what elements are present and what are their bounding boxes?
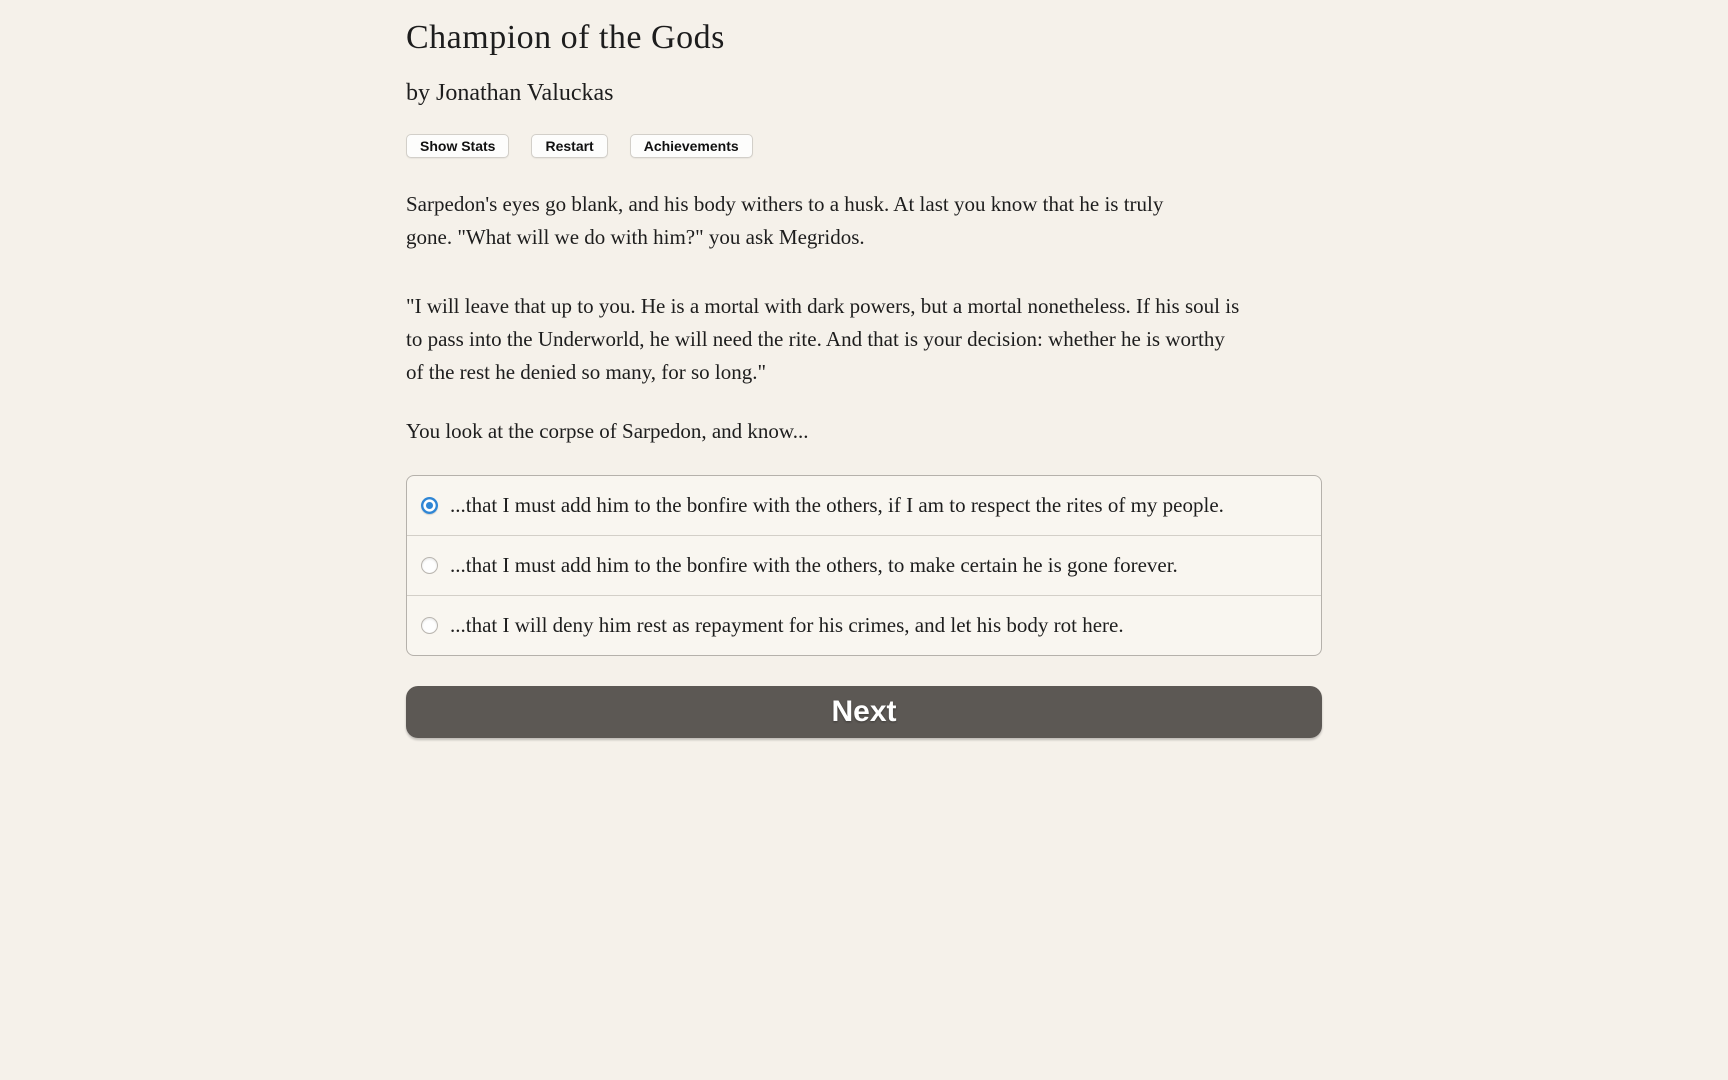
story-paragraph: You look at the corpse of Sarpedon, and know... [406, 419, 809, 443]
radio-button-icon[interactable] [421, 617, 438, 634]
page-title: Champion of the Gods [406, 19, 725, 56]
toolbar [406, 134, 1322, 158]
choice-option-2[interactable] [407, 535, 1321, 595]
story-text [406, 188, 1322, 448]
achievements-button[interactable]: Achievements [630, 134, 753, 158]
author-byline: by Jonathan Valuckas [406, 80, 614, 106]
next-button[interactable]: Next [406, 686, 1322, 738]
choice-group [406, 475, 1322, 656]
radio-button-icon[interactable] [421, 497, 438, 514]
choice-option-label[interactable]: ...that I must add him to the bonfire with the others, if I am to respect the rites of my people. [450, 493, 1224, 517]
story-paragraph: Sarpedon's eyes go blank, and his body withers to a husk. At last you know that he is truly gone. "What will we do with him?" you ask Megridos. [406, 192, 1164, 249]
show-stats-button[interactable]: Show Stats [406, 134, 509, 158]
story-paragraph: "I will leave that up to you. He is a mortal with dark powers, but a mortal nonetheless. If his soul is to pass into the Underworld, he will need the rite. And that is your decision: whether he is worthy of the rest he denied so many, for so long." [406, 294, 1240, 384]
choice-option-label[interactable]: ...that I will deny him rest as repayment for his crimes, and let his body rot here. [450, 613, 1124, 637]
choice-option-label[interactable]: ...that I must add him to the bonfire with the others, to make certain he is gone forever. [450, 553, 1178, 577]
choice-option-3[interactable] [407, 595, 1321, 655]
choice-option-1[interactable] [407, 476, 1321, 535]
restart-button[interactable]: Restart [531, 134, 607, 158]
radio-button-icon[interactable] [421, 557, 438, 574]
game-content [406, 0, 1322, 738]
